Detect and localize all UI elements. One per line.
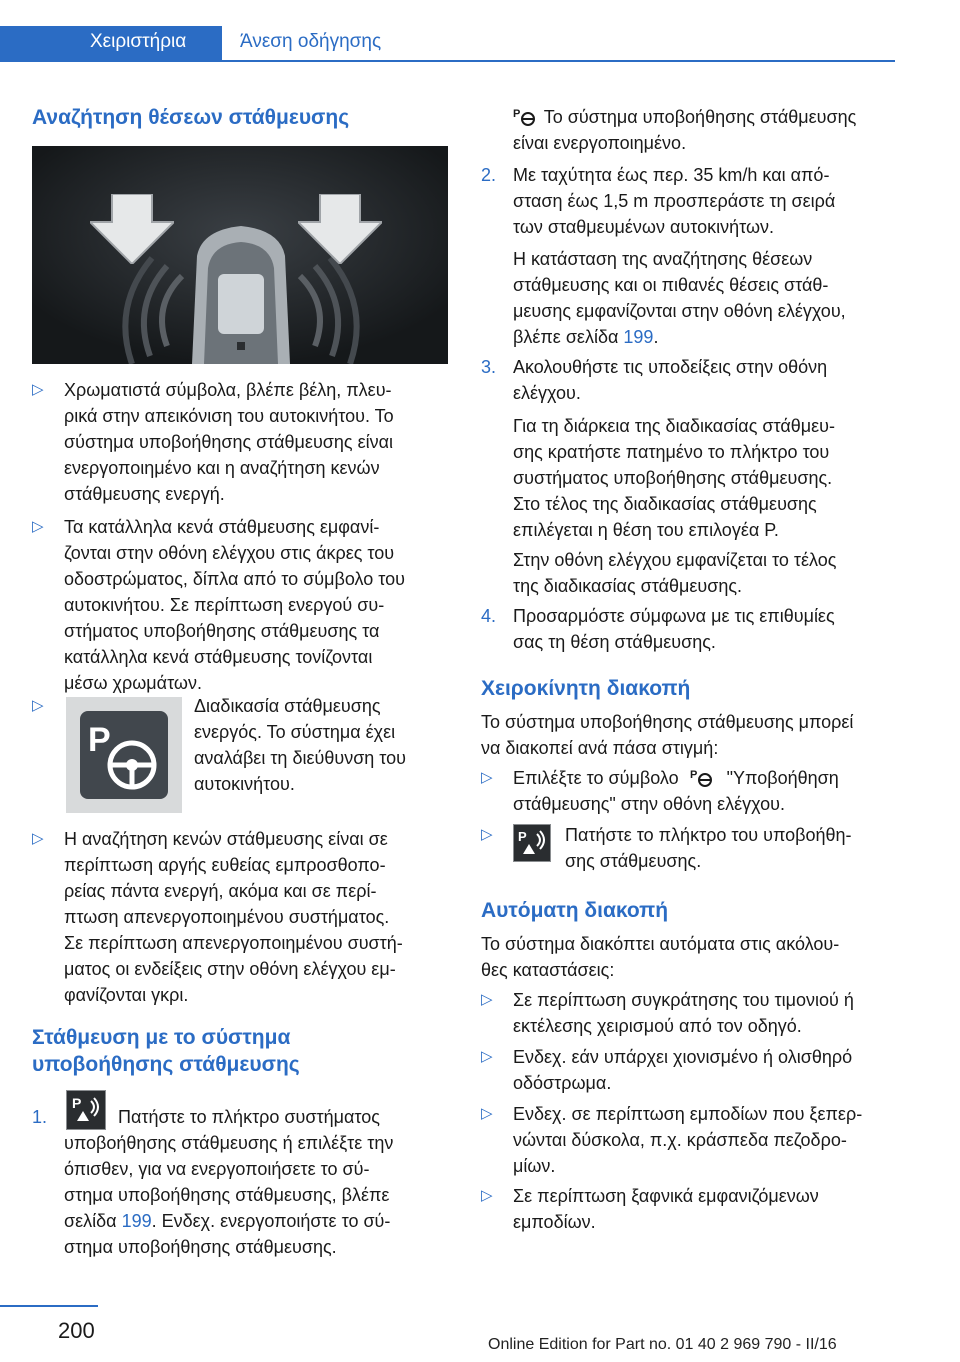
bullet-marker: ▷ <box>481 1105 493 1122</box>
svg-text:P: P <box>72 1095 82 1111</box>
svg-text:P: P <box>88 721 111 759</box>
step-continuation-text: P Το σύστημα υποβοήθησης στάθμευσης είναι ενεργοποιημένο. <box>513 107 857 153</box>
bullet-text: Πατήστε το πλήκτρο του υποβοήθη- σης στάθμευσης. <box>565 825 852 871</box>
step-subtext: Για τη διάρκεια της διαδικασίας στάθμευ- σης κρατήστε πατημένο το πλήκτρο του συστήματος υποβοήθησης στάθμευσης. Στο τέλος της διαδικασίας στάθμευσης επιλέγεται η θέση του επιλογέα P. <box>513 416 835 540</box>
header-tab-active-label: Χειριστήρια <box>90 31 187 52</box>
page-link-199[interactable]: 199 <box>121 1211 152 1231</box>
parking-steering-icon <box>690 767 716 787</box>
bullet-text: Σε περίπτωση συγκράτησης του τιμονιού ή εκτέλεσης χειρισμού από τον οδηγό. <box>513 990 854 1036</box>
footer-edition: Online Edition for Part no. 01 40 2 969 790 - II/16 <box>488 1336 837 1353</box>
bullet-text: Σε περίπτωση ξαφνικά εμφανιζόμενων εμποδίων. <box>513 1186 819 1232</box>
step-number: 3. <box>481 357 497 377</box>
svg-text:P: P <box>518 829 527 844</box>
header-tab-section[interactable]: Άνεση οδήγησης <box>240 31 382 52</box>
header-divider <box>222 60 895 62</box>
svg-text:P: P <box>689 769 697 781</box>
bullet-marker: ▷ <box>481 826 493 843</box>
bullet-text: Επιλέξτε το σύμβολο P "Υποβοήθηση στάθμευσης" στην οθόνη ελέγχου. <box>513 768 839 814</box>
bullet-marker: ▷ <box>481 1048 493 1065</box>
section-title-auto-cancel: Αυτόματη διακοπή <box>481 899 669 922</box>
step-subtext: Στην οθόνη ελέγχου εμφανίζεται το τέλος της διαδικασίας στάθμευσης. <box>513 550 837 596</box>
bullet-marker: ▷ <box>481 1187 493 1204</box>
bullet-text: Χρωματιστά σύμβολα, βλέπε βέλη, πλευ- ρικά στην απεικόνιση του αυτοκινήτου. Το σύστημα υποβοήθησης στάθμευσης είναι ενεργοποιημένο και η αναζήτηση κενών στάθμευσης ενεργή. <box>64 380 394 504</box>
step-subtext: Η κατάσταση της αναζήτησης θέσεων στάθμευσης και οι πιθανές θέσεις στάθ- μευσης εμφανίζονται στην οθόνη ελέγχου, βλέπε σελίδα 199. <box>513 249 846 347</box>
parking-search-illustration <box>32 146 448 364</box>
bullet-marker: ▷ <box>32 381 44 398</box>
section-title-manual-cancel: Χειροκίνητη διακοπή <box>481 677 691 700</box>
bullet-text: Ενδεχ. εάν υπάρχει χιονισμένο ή ολισθηρό οδόστρωμα. <box>513 1047 853 1093</box>
bullet-marker: ▷ <box>32 697 44 714</box>
step-number: 1. <box>32 1107 48 1127</box>
paragraph: Το σύστημα διακόπτει αυτόματα στις ακόλου- θες καταστάσεις: <box>481 934 840 980</box>
header-tab-active[interactable] <box>0 26 222 62</box>
arrow-down-icon <box>298 194 382 264</box>
bullet-text: Η αναζήτηση κενών στάθμευσης είναι σε περίπτωση αργής ευθείας εμπροσθοπο- ρείας πάντα ενεργή, ακόμα και σε περί- πτωση απενεργοποιημένου συστήματος. Σε περίπτωση απενεργοποιημένου συστή- ματος οι ενδείξεις στην οθόνη ελέγχου εμ- φανίζονται γκρι. <box>64 829 403 1005</box>
page-number: 200 <box>58 1318 95 1343</box>
step-number: 2. <box>481 165 497 185</box>
bullet-marker: ▷ <box>32 830 44 847</box>
footer-divider <box>0 1305 98 1307</box>
step-text: Ακολουθήστε τις υποδείξεις στην οθόνη ελέγχου. <box>513 357 828 403</box>
paragraph: Το σύστημα υποβοήθησης στάθμευσης μπορεί να διακοπεί ανά πάσα στιγμή: <box>481 712 854 758</box>
step-number: 4. <box>481 606 497 626</box>
bullet-text: Τα κατάλληλα κενά στάθμευσης εμφανί- ζονται στην οθόνη ελέγχου στις άκρες του οδοστρώματος, δίπλα από το σύμβολο του αυτοκινήτου. Σε περίπτωση ενεργού συ- στήματος υποβοήθησης στάθμευσης τα κατάλληλα κενά στάθμευσης τονίζονται μέσω χρωμάτων. <box>64 517 405 693</box>
bullet-text: Διαδικασία στάθμευσης ενεργός. Το σύστημα έχει αναλάβει τη διεύθυνση του αυτοκινήτου. <box>194 696 407 794</box>
parking-assist-button-icon <box>513 824 551 862</box>
step-text: Πατήστε το πλήκτρο συστήματος υποβοήθησης στάθμευσης ή επιλέξτε την όπισθεν, για να ενεργοποιήσετε το σύ- στημα υποβοήθησης στάθμευσης, βλέπε σελίδα 199. Ενδεχ. ενεργοποιήστε το σύ- στημα υποβοήθησης στάθμευσης. <box>64 1107 394 1257</box>
section-title-parking-with-assist: Στάθμευση με το σύστημα υποβοήθησης στάθμευσης <box>32 1026 300 1076</box>
section-title-parking-search: Αναζήτηση θέσεων στάθμευσης <box>32 106 350 129</box>
page-link-199[interactable]: 199 <box>623 327 654 347</box>
bullet-marker: ▷ <box>481 769 493 786</box>
page-header <box>0 0 960 62</box>
step-text: Προσαρμόστε σύμφωνα με τις επιθυμίες σας τη θέση στάθμευσης. <box>513 606 835 652</box>
parking-steering-icon <box>513 106 539 126</box>
bullet-marker: ▷ <box>32 518 44 535</box>
bullet-text: Ενδεχ. σε περίπτωση εμποδίων που ξεπερ- νώνται δύσκολα, π.χ. κράσπεδα πεζοδρο- μίων. <box>513 1104 863 1176</box>
svg-text:P: P <box>513 108 521 120</box>
step-text: Με ταχύτητα έως περ. 35 km/h και από- σταση έως 1,5 m προσπεράστε τη σειρά των σταθμευμένων αυτοκινήτων. <box>513 165 836 237</box>
parking-steering-icon <box>66 697 182 813</box>
arrow-down-icon <box>90 194 174 264</box>
bullet-marker: ▷ <box>481 991 493 1008</box>
